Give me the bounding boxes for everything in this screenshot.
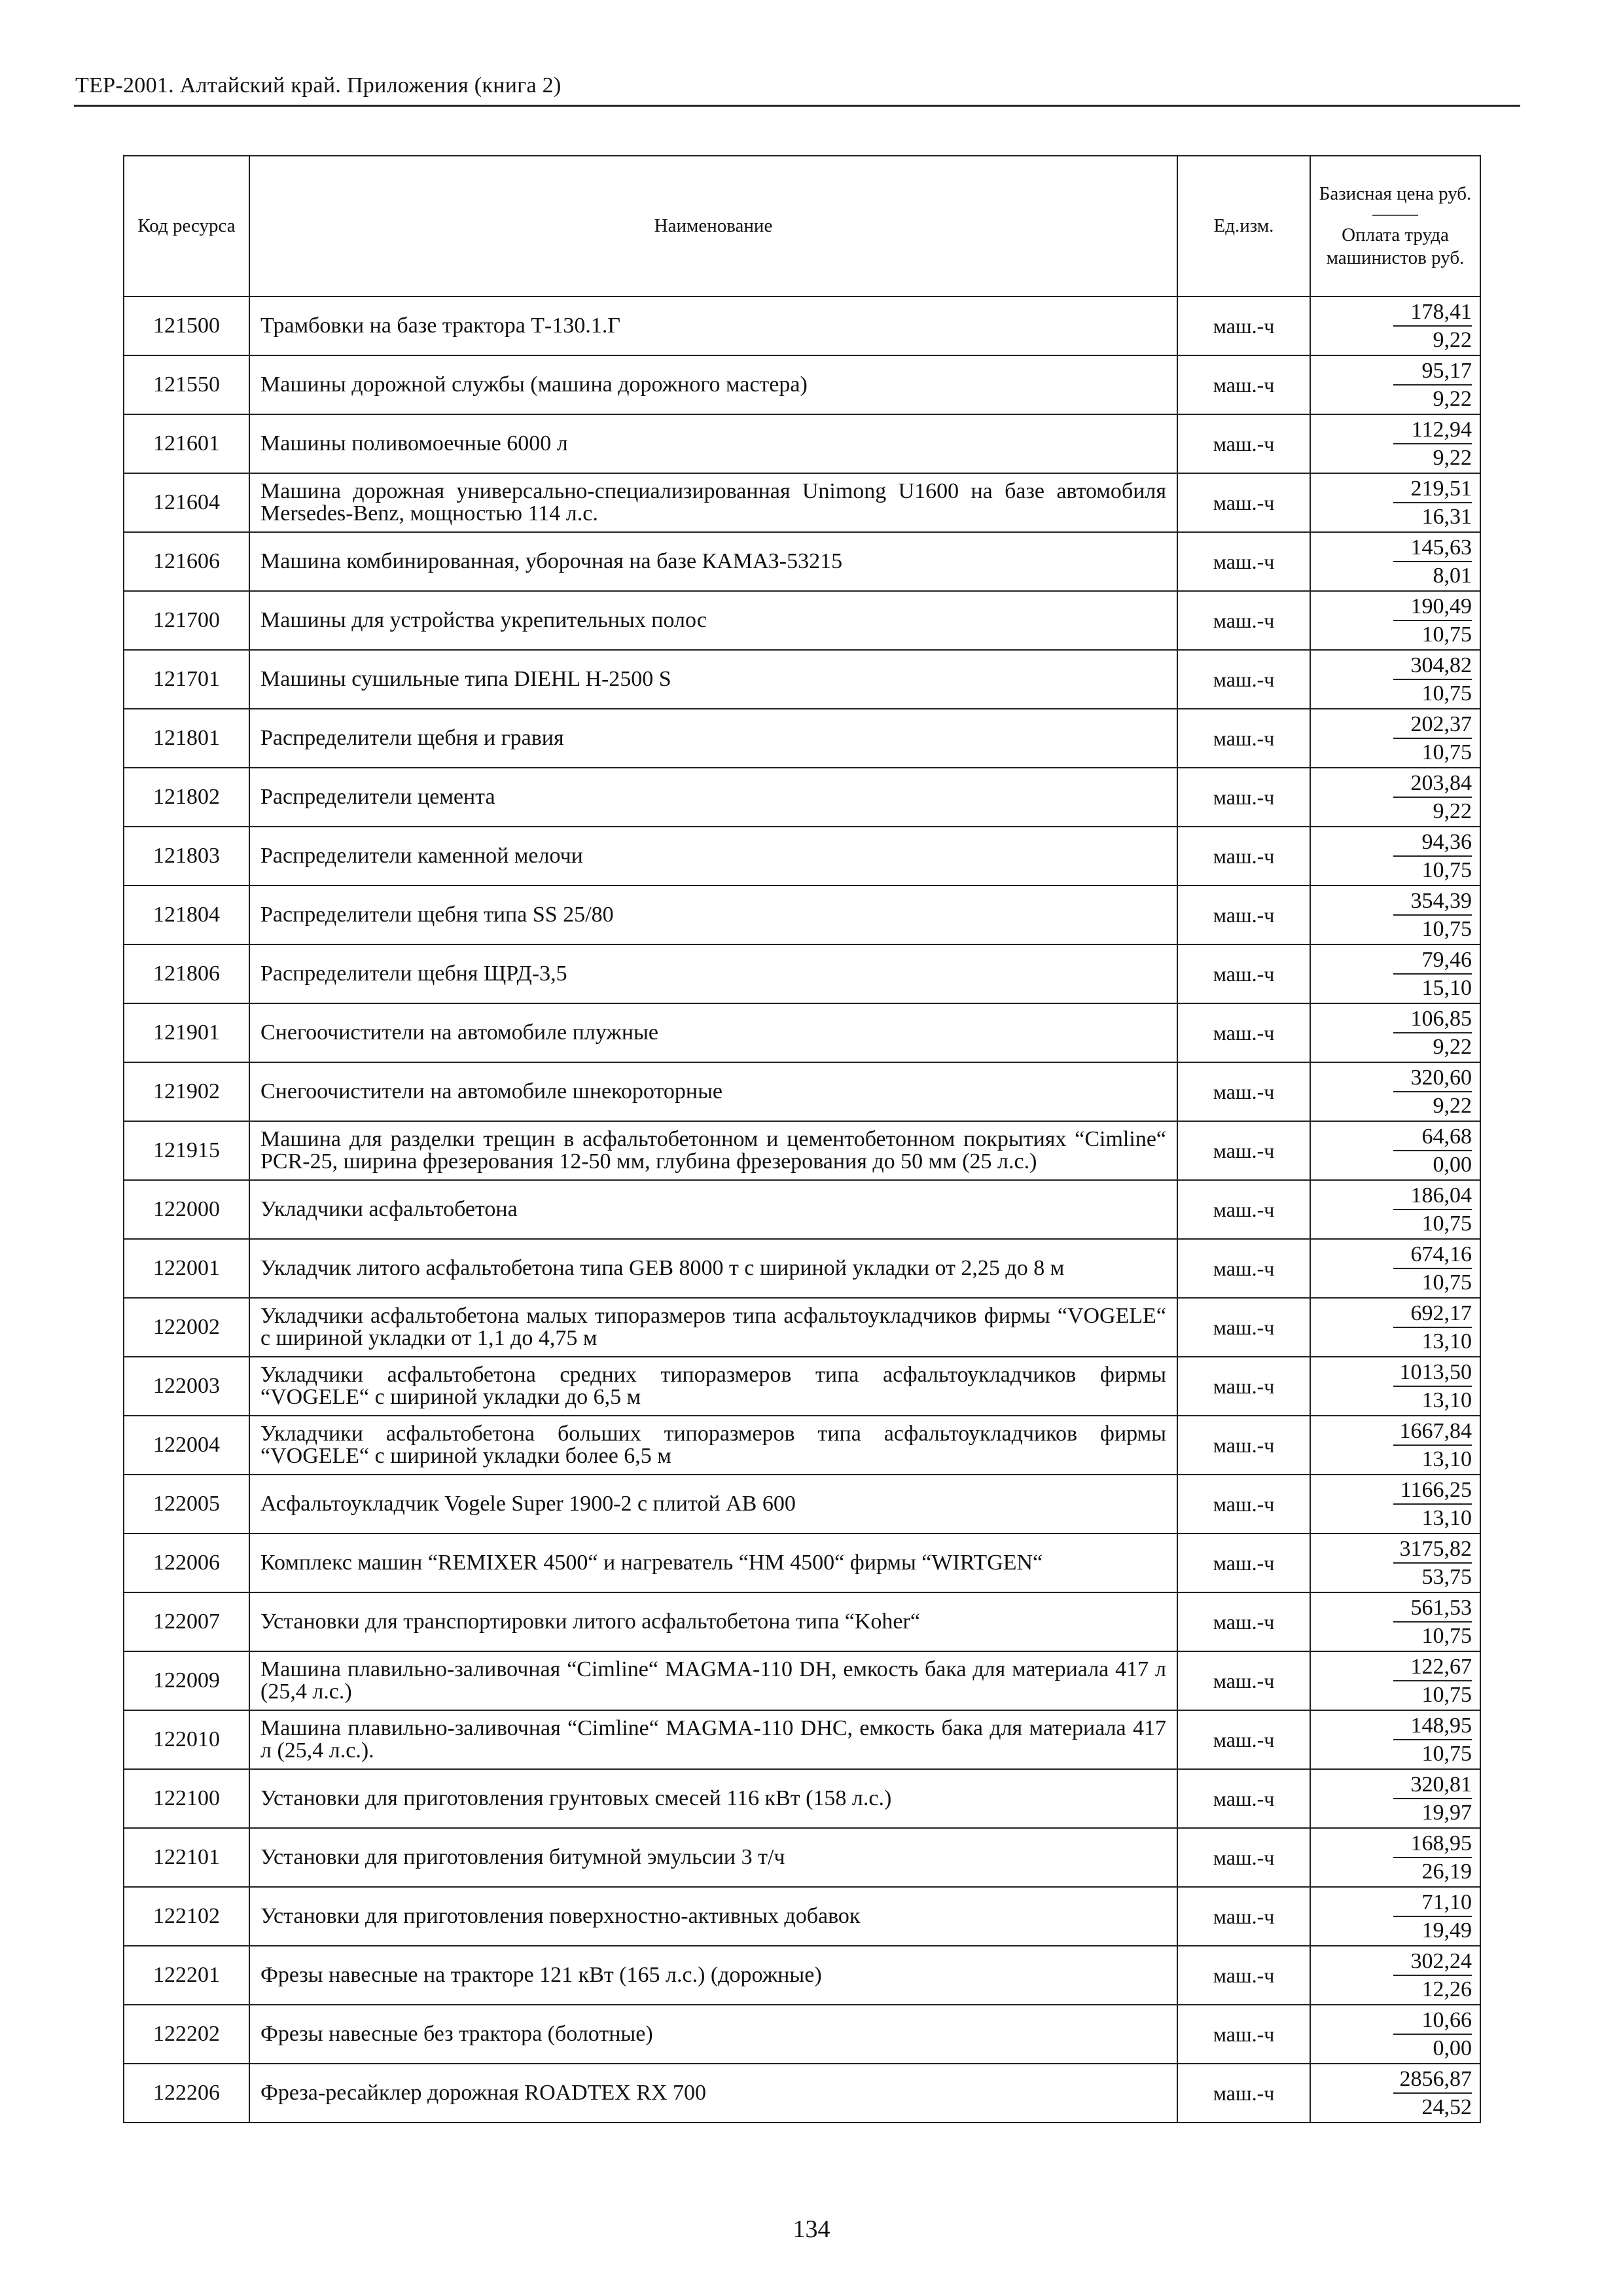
resource-unit: маш.-ч xyxy=(1177,886,1310,944)
resource-unit: маш.-ч xyxy=(1177,532,1310,591)
resource-name: Распределители каменной мелочи xyxy=(249,827,1177,886)
resource-code: 122000 xyxy=(124,1180,249,1239)
resource-name: Комплекс машин “REMIXER 4500“ и нагреватель “HM 4500“ фирмы “WIRTGEN“ xyxy=(249,1534,1177,1592)
resource-price xyxy=(1310,1180,1480,1239)
table-row xyxy=(124,709,1480,768)
resource-price xyxy=(1310,944,1480,1003)
operator-pay: 8,01 xyxy=(1393,561,1472,589)
resource-code: 122004 xyxy=(124,1416,249,1475)
resource-unit: маш.-ч xyxy=(1177,1710,1310,1769)
resource-unit: маш.-ч xyxy=(1177,709,1310,768)
resource-name: Машины сушильные типа DIEHL H-2500 S xyxy=(249,650,1177,709)
resource-unit: маш.-ч xyxy=(1177,1946,1310,2005)
resource-name: Установки для приготовления битумной эмульсии 3 т/ч xyxy=(249,1828,1177,1887)
base-price: 3175,82 xyxy=(1399,1537,1472,1561)
resource-code: 122102 xyxy=(124,1887,249,1946)
base-price: 190,49 xyxy=(1410,594,1472,619)
operator-pay: 9,22 xyxy=(1393,384,1472,412)
resource-price xyxy=(1310,414,1480,473)
resource-unit: маш.-ч xyxy=(1177,473,1310,532)
resource-unit: маш.-ч xyxy=(1177,1887,1310,1946)
resource-name: Установки для транспортировки литого асфальтобетона типа “Koher“ xyxy=(249,1592,1177,1651)
resource-price xyxy=(1310,2005,1480,2064)
base-price: 186,04 xyxy=(1410,1183,1472,1208)
resource-price xyxy=(1310,827,1480,886)
resource-price xyxy=(1310,296,1480,355)
resource-code: 121500 xyxy=(124,296,249,355)
operator-pay: 19,49 xyxy=(1393,1916,1472,1944)
resource-code: 121901 xyxy=(124,1003,249,1062)
table-row xyxy=(124,296,1480,355)
resource-name: Машина для разделки трещин в асфальтобетонном и цементобетонном покрытиях “Cimline“ PCR-25, ширина фрезерования 12-50 мм, глубина фрезерования до 50 мм (25 л.с.) xyxy=(249,1121,1177,1180)
base-price: 94,36 xyxy=(1421,830,1472,854)
base-price: 145,63 xyxy=(1410,535,1472,560)
resource-code: 121550 xyxy=(124,355,249,414)
base-price: 202,37 xyxy=(1410,712,1472,736)
resource-unit: маш.-ч xyxy=(1177,768,1310,827)
resource-unit: маш.-ч xyxy=(1177,414,1310,473)
resource-unit: маш.-ч xyxy=(1177,591,1310,650)
operator-pay: 13,10 xyxy=(1393,1503,1472,1532)
table-row xyxy=(124,1416,1480,1475)
resource-unit: маш.-ч xyxy=(1177,1592,1310,1651)
resource-name: Распределители щебня типа SS 25/80 xyxy=(249,886,1177,944)
resource-unit: маш.-ч xyxy=(1177,1121,1310,1180)
resource-name: Распределители цемента xyxy=(249,768,1177,827)
operator-pay: 10,75 xyxy=(1393,1621,1472,1649)
operator-pay: 0,00 xyxy=(1393,1150,1472,1178)
table-row xyxy=(124,1062,1480,1121)
resource-price xyxy=(1310,1416,1480,1475)
table-row xyxy=(124,355,1480,414)
resource-price xyxy=(1310,2064,1480,2123)
base-price: 95,17 xyxy=(1421,359,1472,383)
resource-price xyxy=(1310,1239,1480,1298)
resource-unit: маш.-ч xyxy=(1177,1298,1310,1357)
resource-code: 121801 xyxy=(124,709,249,768)
resource-price xyxy=(1310,1769,1480,1828)
table-row xyxy=(124,768,1480,827)
running-header: ТЕР-2001. Алтайский край. Приложения (книга 2) xyxy=(75,73,562,98)
table-row xyxy=(124,1180,1480,1239)
operator-pay: 10,75 xyxy=(1393,738,1472,766)
resource-unit: маш.-ч xyxy=(1177,1239,1310,1298)
operator-pay: 9,22 xyxy=(1393,325,1472,353)
operator-pay: 13,10 xyxy=(1393,1444,1472,1473)
resource-price xyxy=(1310,1592,1480,1651)
resource-price xyxy=(1310,591,1480,650)
resource-price xyxy=(1310,473,1480,532)
resource-name: Укладчики асфальтобетона малых типоразмеров типа асфальтоукладчиков фирмы “VOGELE“ с шириной укладки от 1,1 до 4,75 м xyxy=(249,1298,1177,1357)
table-row xyxy=(124,473,1480,532)
operator-pay: 9,22 xyxy=(1393,1091,1472,1119)
resource-price xyxy=(1310,1298,1480,1357)
table-row xyxy=(124,1828,1480,1887)
resource-price xyxy=(1310,1475,1480,1534)
base-price: 79,46 xyxy=(1421,948,1472,972)
base-price: 122,67 xyxy=(1410,1655,1472,1679)
resource-code: 121902 xyxy=(124,1062,249,1121)
resource-price xyxy=(1310,1710,1480,1769)
resource-name: Машина дорожная универсально-специализированная Unimong U1600 на базе автомобиля Mersedes-Benz, мощностью 114 л.с. xyxy=(249,473,1177,532)
resource-code: 122006 xyxy=(124,1534,249,1592)
resource-code: 122002 xyxy=(124,1298,249,1357)
table-row xyxy=(124,2005,1480,2064)
header-unit: Ед.изм. xyxy=(1177,156,1310,296)
resource-code: 121804 xyxy=(124,886,249,944)
resource-name: Снегоочистители на автомобиле плужные xyxy=(249,1003,1177,1062)
operator-pay: 12,26 xyxy=(1393,1975,1472,2003)
resource-name: Фрезы навесные на тракторе 121 кВт (165 л.с.) (дорожные) xyxy=(249,1946,1177,2005)
base-price: 106,85 xyxy=(1410,1007,1472,1031)
resource-name: Установки для приготовления поверхностно-активных добавок xyxy=(249,1887,1177,1946)
operator-pay: 13,10 xyxy=(1393,1327,1472,1355)
base-price: 1667,84 xyxy=(1399,1419,1472,1443)
resource-code: 122007 xyxy=(124,1592,249,1651)
resource-unit: маш.-ч xyxy=(1177,1357,1310,1416)
resource-name: Фрезы навесные без трактора (болотные) xyxy=(249,2005,1177,2064)
resource-unit: маш.-ч xyxy=(1177,827,1310,886)
resource-name: Трамбовки на базе трактора Т-130.1.Г xyxy=(249,296,1177,355)
resource-name: Укладчики асфальтобетона больших типоразмеров типа асфальтоукладчиков фирмы “VOGELE“ с шириной укладки более 6,5 м xyxy=(249,1416,1177,1475)
resource-code: 122101 xyxy=(124,1828,249,1887)
resource-unit: маш.-ч xyxy=(1177,296,1310,355)
operator-pay: 16,31 xyxy=(1393,502,1472,530)
resource-name: Установки для приготовления грунтовых смесей 116 кВт (158 л.с.) xyxy=(249,1769,1177,1828)
resource-name: Укладчики асфальтобетона средних типоразмеров типа асфальтоукладчиков фирмы “VOGELE“ с шириной укладки до 6,5 м xyxy=(249,1357,1177,1416)
resource-code: 122001 xyxy=(124,1239,249,1298)
resource-unit: маш.-ч xyxy=(1177,1475,1310,1534)
resource-unit: маш.-ч xyxy=(1177,1828,1310,1887)
resource-name: Машина плавильно-заливочная “Cimline“ MAGMA-110 DH, емкость бака для материала 417 л (25,4 л.с.) xyxy=(249,1651,1177,1710)
base-price: 64,68 xyxy=(1421,1124,1472,1149)
header-price-separator xyxy=(1372,215,1418,216)
table-row xyxy=(124,1887,1480,1946)
operator-pay: 10,75 xyxy=(1393,914,1472,942)
resource-price xyxy=(1310,1651,1480,1710)
resource-unit: маш.-ч xyxy=(1177,1651,1310,1710)
resource-code: 122010 xyxy=(124,1710,249,1769)
resource-unit: маш.-ч xyxy=(1177,650,1310,709)
header-price xyxy=(1310,156,1480,296)
resource-name: Укладчики асфальтобетона xyxy=(249,1180,1177,1239)
resource-code: 121606 xyxy=(124,532,249,591)
resource-code: 122100 xyxy=(124,1769,249,1828)
resource-unit: маш.-ч xyxy=(1177,2064,1310,2123)
resource-name: Машины дорожной службы (машина дорожного мастера) xyxy=(249,355,1177,414)
resource-unit: маш.-ч xyxy=(1177,1534,1310,1592)
resource-price xyxy=(1310,1534,1480,1592)
operator-pay: 13,10 xyxy=(1393,1386,1472,1414)
base-price: 561,53 xyxy=(1410,1596,1472,1620)
table-row xyxy=(124,1003,1480,1062)
base-price: 178,41 xyxy=(1410,300,1472,324)
header-name: Наименование xyxy=(249,156,1177,296)
resource-name: Фреза-ресайклер дорожная ROADTEX RX 700 xyxy=(249,2064,1177,2123)
resource-unit: маш.-ч xyxy=(1177,355,1310,414)
resource-name: Машины для устройства укрепительных полос xyxy=(249,591,1177,650)
operator-pay: 0,00 xyxy=(1393,2034,1472,2062)
resource-price xyxy=(1310,355,1480,414)
table-row xyxy=(124,1121,1480,1180)
operator-pay: 26,19 xyxy=(1393,1857,1472,1885)
table-row xyxy=(124,532,1480,591)
operator-pay: 19,97 xyxy=(1393,1798,1472,1826)
operator-pay: 9,22 xyxy=(1393,797,1472,825)
operator-pay: 10,75 xyxy=(1393,620,1472,648)
resource-unit: маш.-ч xyxy=(1177,2005,1310,2064)
resource-code: 121701 xyxy=(124,650,249,709)
operator-pay: 10,75 xyxy=(1393,1209,1472,1237)
resource-code: 122201 xyxy=(124,1946,249,2005)
resource-code: 122009 xyxy=(124,1651,249,1710)
resource-unit: маш.-ч xyxy=(1177,1769,1310,1828)
resource-code: 121601 xyxy=(124,414,249,473)
operator-pay: 15,10 xyxy=(1393,973,1472,1001)
table-body xyxy=(124,296,1480,2123)
base-price: 1166,25 xyxy=(1400,1478,1472,1502)
base-price: 219,51 xyxy=(1410,476,1472,501)
base-price: 112,94 xyxy=(1411,418,1472,442)
resource-price xyxy=(1310,1828,1480,1887)
operator-pay: 10,75 xyxy=(1393,1739,1472,1767)
base-price: 71,10 xyxy=(1421,1890,1472,1914)
resource-price xyxy=(1310,768,1480,827)
base-price: 203,84 xyxy=(1410,771,1472,795)
resource-price xyxy=(1310,1946,1480,2005)
table-row xyxy=(124,1475,1480,1534)
resource-price xyxy=(1310,709,1480,768)
resource-code: 121803 xyxy=(124,827,249,886)
table-row xyxy=(124,650,1480,709)
table-row xyxy=(124,1946,1480,2005)
operator-pay: 10,75 xyxy=(1393,1268,1472,1296)
resource-code: 121700 xyxy=(124,591,249,650)
base-price: 354,39 xyxy=(1410,889,1472,913)
operator-pay: 10,75 xyxy=(1393,679,1472,707)
table-row xyxy=(124,1592,1480,1651)
table-row xyxy=(124,1651,1480,1710)
base-price: 674,16 xyxy=(1410,1242,1472,1266)
resource-price xyxy=(1310,1887,1480,1946)
resource-price xyxy=(1310,1121,1480,1180)
resource-code: 122202 xyxy=(124,2005,249,2064)
base-price: 148,95 xyxy=(1410,1713,1472,1738)
resource-code: 122003 xyxy=(124,1357,249,1416)
resource-code: 122206 xyxy=(124,2064,249,2123)
header-price-pay: Оплата труда машинистов руб. xyxy=(1326,224,1465,268)
resource-unit: маш.-ч xyxy=(1177,1003,1310,1062)
table-row xyxy=(124,1710,1480,1769)
resource-unit: маш.-ч xyxy=(1177,1180,1310,1239)
resource-name: Распределители щебня ЩРД-3,5 xyxy=(249,944,1177,1003)
base-price: 320,81 xyxy=(1410,1772,1472,1797)
operator-pay: 10,75 xyxy=(1393,855,1472,884)
header-price-base: Базисная цена руб. xyxy=(1319,183,1472,204)
base-price: 302,24 xyxy=(1410,1949,1472,1973)
base-price: 1013,50 xyxy=(1399,1360,1472,1384)
resource-name: Асфальтоукладчик Vogele Super 1900-2 с плитой АВ 600 xyxy=(249,1475,1177,1534)
resource-name: Машина комбинированная, уборочная на базе КАМАЗ-53215 xyxy=(249,532,1177,591)
table-row xyxy=(124,1769,1480,1828)
base-price: 10,66 xyxy=(1421,2008,1472,2032)
table-row xyxy=(124,1298,1480,1357)
base-price: 320,60 xyxy=(1410,1066,1472,1090)
operator-pay: 10,75 xyxy=(1393,1680,1472,1708)
operator-pay: 9,22 xyxy=(1393,443,1472,471)
resource-table xyxy=(123,155,1481,2123)
resource-name: Машины поливомоечные 6000 л xyxy=(249,414,1177,473)
resource-code: 121802 xyxy=(124,768,249,827)
operator-pay: 9,22 xyxy=(1393,1032,1472,1060)
table-row xyxy=(124,2064,1480,2123)
resource-code: 121604 xyxy=(124,473,249,532)
page-number: 134 xyxy=(793,2215,830,2243)
table-row xyxy=(124,1357,1480,1416)
resource-price xyxy=(1310,1357,1480,1416)
resource-name: Машина плавильно-заливочная “Cimline“ MAGMA-110 DHC, емкость бака для материала 417 л (25,4 л.с.). xyxy=(249,1710,1177,1769)
resource-unit: маш.-ч xyxy=(1177,1416,1310,1475)
table-row xyxy=(124,1239,1480,1298)
resource-price xyxy=(1310,532,1480,591)
header-rule xyxy=(74,105,1520,107)
resource-name: Снегоочистители на автомобиле шнекороторные xyxy=(249,1062,1177,1121)
table-row xyxy=(124,591,1480,650)
resource-code: 122005 xyxy=(124,1475,249,1534)
operator-pay: 24,52 xyxy=(1393,2092,1472,2121)
resource-price xyxy=(1310,1062,1480,1121)
resource-price xyxy=(1310,886,1480,944)
table-row xyxy=(124,414,1480,473)
resource-code: 121806 xyxy=(124,944,249,1003)
base-price: 692,17 xyxy=(1410,1301,1472,1325)
resource-name: Укладчик литого асфальтобетона типа GEB 8000 т с шириной укладки от 2,25 до 8 м xyxy=(249,1239,1177,1298)
table-row xyxy=(124,944,1480,1003)
operator-pay: 53,75 xyxy=(1393,1562,1472,1590)
base-price: 168,95 xyxy=(1410,1831,1472,1856)
table-row xyxy=(124,827,1480,886)
base-price: 2856,87 xyxy=(1399,2067,1472,2091)
table-header-row xyxy=(124,156,1480,296)
table-row xyxy=(124,1534,1480,1592)
resource-name: Распределители щебня и гравия xyxy=(249,709,1177,768)
table-row xyxy=(124,886,1480,944)
resource-price xyxy=(1310,650,1480,709)
resource-code: 121915 xyxy=(124,1121,249,1180)
header-code: Код ресурса xyxy=(124,156,249,296)
resource-price xyxy=(1310,1003,1480,1062)
resource-unit: маш.-ч xyxy=(1177,944,1310,1003)
base-price: 304,82 xyxy=(1410,653,1472,677)
resource-unit: маш.-ч xyxy=(1177,1062,1310,1121)
